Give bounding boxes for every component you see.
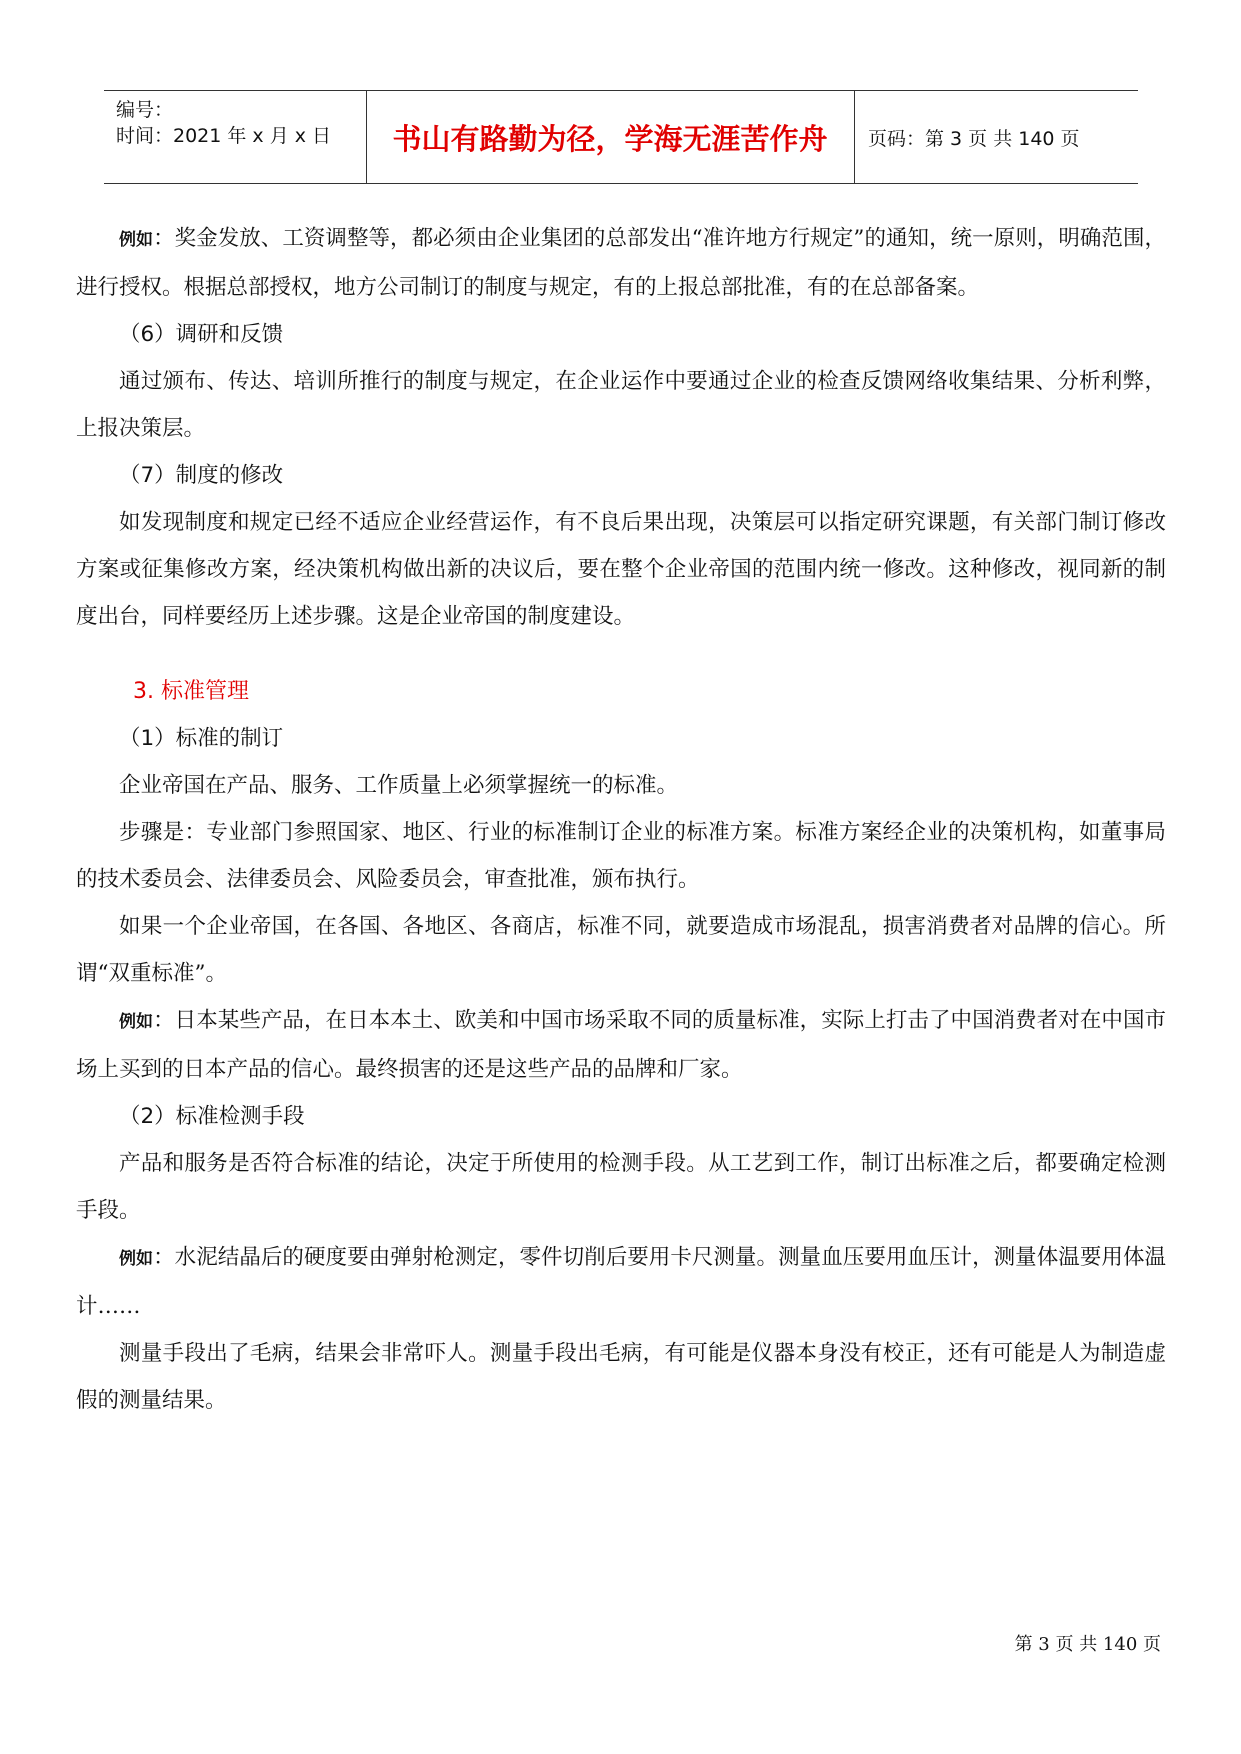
doc-number-label: 编号： xyxy=(116,99,174,121)
doc-time-label: 时间：2021 年 x 月 x 日 xyxy=(116,125,332,147)
header-meta xyxy=(104,91,367,183)
header-motto: 书山有路勤为径，学海无涯苦作舟 xyxy=(366,91,855,183)
example-label: 例如 xyxy=(119,1249,154,1269)
paragraph: 产品和服务是否符合标准的结论，决定于所使用的检测手段。从工艺到工作，制订出标准之后，都要确定检测手段。 xyxy=(76,1151,1166,1223)
subheading: （7）制度的修改 xyxy=(119,463,284,488)
paragraph: 步骤是：专业部门参照国家、地区、行业的标准制订企业的标准方案。标准方案经企业的决策机构，如董事局的技术委员会、法律委员会、风险委员会，审查批准，颁布执行。 xyxy=(76,820,1166,892)
paragraph: 企业帝国在产品、服务、工作质量上必须掌握统一的标准。 xyxy=(119,773,679,798)
document-body xyxy=(76,215,1166,1424)
paragraph-text: ：水泥结晶后的硬度要由弹射枪测定，零件切削后要用卡尺测量。测量血压要用血压计，测量体温要用体温计…… xyxy=(76,1245,1166,1319)
paragraph-text: ：奖金发放、工资调整等，都必须由企业集团的总部发出“准许地方行规定”的通知，统一原则，明确范围，进行授权。根据总部授权，地方公司制订的制度与规定，有的上报总部批准，有的在总部备案。 xyxy=(76,226,1166,300)
paragraph xyxy=(76,997,1166,1093)
page-footer: 第 3 页 共 140 页 xyxy=(1014,1634,1161,1655)
example-label: 例如 xyxy=(119,230,154,250)
paragraph xyxy=(76,215,1166,311)
paragraph: 如果一个企业帝国，在各国、各地区、各商店，标准不同，就要造成市场混乱，损害消费者对品牌的信心。所谓“双重标准”。 xyxy=(76,914,1166,986)
example-label: 例如 xyxy=(119,1012,154,1032)
paragraph: 如发现制度和规定已经不适应企业经营运作，有不良后果出现，决策层可以指定研究课题，有关部门制订修改方案或征集修改方案，经决策机构做出新的决议后，要在整个企业帝国的范围内统一修改。这种修改，视同新的制度出台，同样要经历上述步骤。这是企业帝国的制度建设。 xyxy=(76,510,1166,629)
section-title: 3. 标准管理 xyxy=(133,679,249,704)
page-header xyxy=(104,90,1138,184)
paragraph: 测量手段出了毛病，结果会非常吓人。测量手段出毛病，有可能是仪器本身没有校正，还有可能是人为制造虚假的测量结果。 xyxy=(76,1341,1166,1413)
paragraph xyxy=(76,1234,1166,1330)
subheading: （6）调研和反馈 xyxy=(119,322,284,347)
paragraph: 通过颁布、传达、培训所推行的制度与规定，在企业运作中要通过企业的检查反馈网络收集结果、分析利弊，上报决策层。 xyxy=(76,369,1166,441)
header-page-number: 页码：第 3 页 共 140 页 xyxy=(868,127,1080,150)
subheading: （2）标准检测手段 xyxy=(119,1104,305,1129)
subheading: （1）标准的制订 xyxy=(119,726,284,751)
paragraph-text: ：日本某些产品，在日本本土、欧美和中国市场采取不同的质量标准，实际上打击了中国消费者对在中国市场上买到的日本产品的信心。最终损害的还是这些产品的品牌和厂家。 xyxy=(76,1008,1166,1082)
